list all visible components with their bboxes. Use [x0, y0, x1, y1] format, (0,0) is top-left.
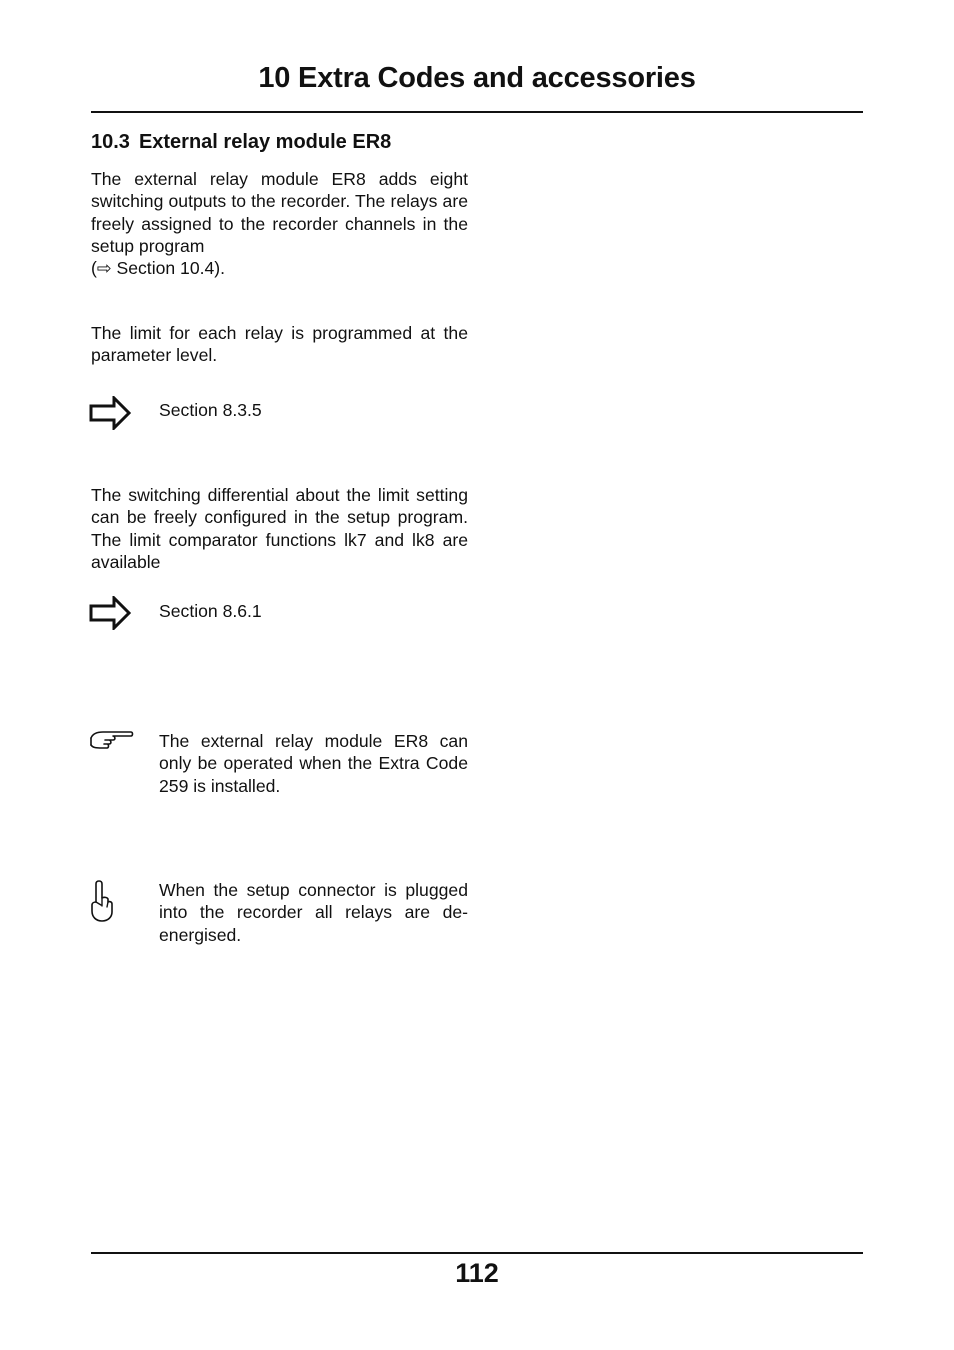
arrow-right-outline-icon [89, 396, 131, 430]
section-title: External relay module ER8 [138, 131, 392, 153]
intro-paragraph [91, 168, 468, 279]
section-number: 10.3 [91, 131, 130, 153]
page-number: 112 [455, 1258, 499, 1288]
limit-paragraph: The limit for each relay is programmed at the parameter level. [91, 323, 468, 366]
section-reference-1: Section 8.3.5 [159, 400, 262, 420]
extra-code-note: The external relay module ER8 can only be operated when the Extra Code 259 is installed. [159, 731, 468, 796]
setup-connector-warning: When the setup connector is plugged into the recorder all relays are de-energised. [159, 880, 468, 945]
section-heading [91, 131, 391, 154]
arrow-right-outline-icon [89, 596, 131, 630]
intro-text: The external relay module ER8 adds eight switching outputs to the recorder. The relays are freely assigned to the recorder channels in the setup program [91, 169, 468, 256]
differential-paragraph: The switching differential about the limit setting can be freely configured in the setup program. The limit comparator functions lk7 and lk8 are available [91, 485, 468, 572]
section-reference-2: Section 8.6.1 [159, 601, 262, 621]
footer-rule [91, 1252, 863, 1254]
chapter-title: 10 Extra Codes and accessories [258, 62, 696, 94]
pointing-hand-icon [89, 728, 135, 754]
header-rule [91, 111, 863, 113]
raised-finger-hand-icon [87, 878, 115, 924]
intro-section-reference: (⇨ Section 10.4). [91, 258, 226, 279]
